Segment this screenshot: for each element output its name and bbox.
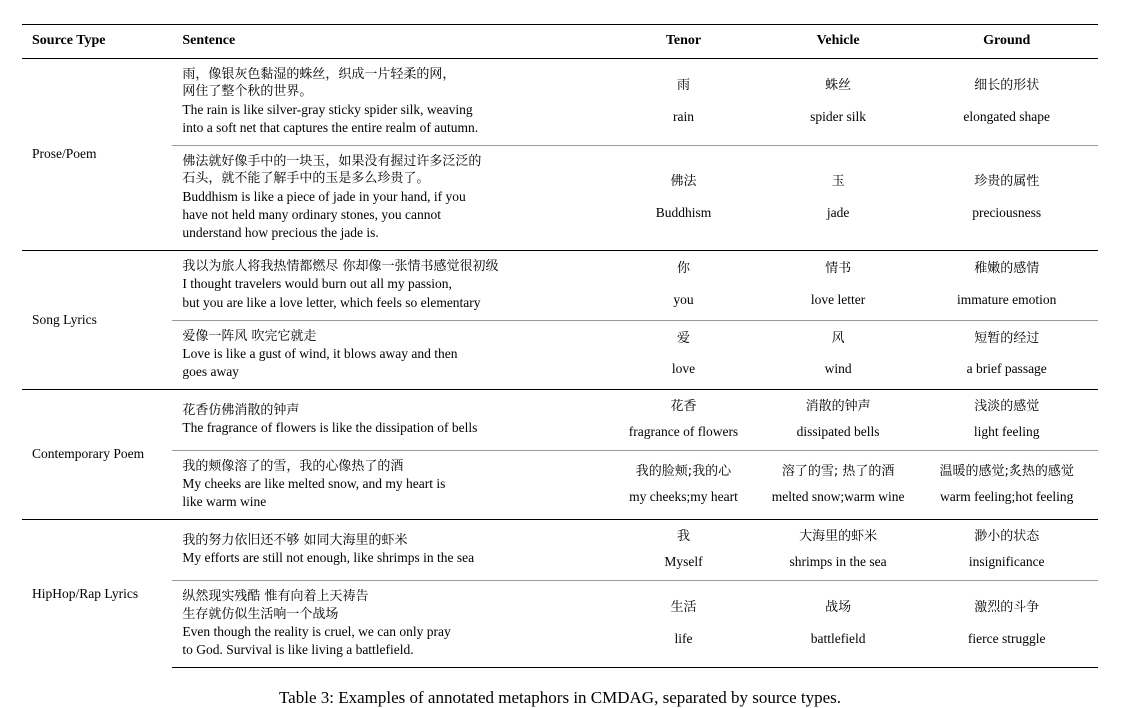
ground-zh: 渺小的状态 bbox=[974, 529, 1040, 545]
tenor-cell bbox=[606, 145, 761, 250]
table-row bbox=[22, 251, 1098, 321]
vehicle-en: spider silk bbox=[810, 108, 867, 124]
ground-zh: 短暂的经过 bbox=[974, 330, 1040, 346]
sentence-cell bbox=[172, 520, 606, 581]
tenor-zh: 你 bbox=[676, 261, 690, 277]
sentence-en: The fragrance of flowers is like the dissipation of bells bbox=[182, 420, 478, 436]
column-header-source-type: Source Type bbox=[22, 25, 172, 59]
metaphor-examples-table bbox=[22, 24, 1098, 668]
tenor-zh: 我的脸颊;我的心 bbox=[635, 464, 732, 480]
table-row bbox=[22, 390, 1098, 451]
tenor-en: Myself bbox=[664, 553, 703, 569]
tenor-cell bbox=[606, 251, 761, 321]
sentence-en: Buddhism is like a piece of jade in your hand, if you have not held many ordinary stones, you cannot understand how precious the jade is. bbox=[182, 188, 466, 240]
sentence-zh: 爱像一阵风 吹完它就走 bbox=[182, 328, 317, 344]
ground-cell bbox=[915, 251, 1098, 321]
column-header-sentence: Sentence bbox=[172, 25, 606, 59]
vehicle-cell bbox=[761, 145, 916, 250]
sentence-zh: 雨，像银灰色黏湿的蛛丝，织成一片轻柔的网， 网住了整个秋的世界。 bbox=[182, 67, 456, 100]
column-header-ground: Ground bbox=[915, 25, 1098, 59]
table-body bbox=[22, 59, 1098, 668]
vehicle-cell bbox=[761, 251, 916, 321]
vehicle-cell bbox=[761, 320, 916, 390]
tenor-en: rain bbox=[672, 108, 694, 124]
ground-en: elongated shape bbox=[963, 108, 1050, 124]
tenor-cell bbox=[606, 59, 761, 146]
sentence-cell bbox=[172, 450, 606, 520]
ground-cell bbox=[915, 450, 1098, 520]
tenor-en: Buddhism bbox=[655, 204, 712, 220]
vehicle-cell bbox=[761, 581, 916, 668]
sentence-zh: 我以为旅人将我热情都燃尽 你却像一张情书感觉很初级 bbox=[182, 259, 499, 275]
ground-cell bbox=[915, 581, 1098, 668]
tenor-en: my cheeks;my heart bbox=[629, 488, 738, 504]
column-header-vehicle: Vehicle bbox=[761, 25, 916, 59]
ground-en: immature emotion bbox=[957, 291, 1057, 307]
sentence-en: My cheeks are like melted snow, and my heart is like warm wine bbox=[182, 476, 446, 510]
vehicle-en: dissipated bells bbox=[796, 423, 880, 439]
tenor-zh: 花香 bbox=[670, 399, 697, 415]
sentence-en: Even though the reality is cruel, we can only pray to God. Survival is like living a battlefield. bbox=[182, 624, 451, 658]
ground-en: insignificance bbox=[968, 553, 1045, 569]
sentence-cell bbox=[172, 145, 606, 250]
tenor-cell bbox=[606, 450, 761, 520]
column-header-tenor: Tenor bbox=[606, 25, 761, 59]
vehicle-en: melted snow;warm wine bbox=[771, 488, 905, 504]
sentence-cell bbox=[172, 320, 606, 390]
sentence-zh: 我的颊像溶了的雪，我的心像热了的酒 bbox=[182, 458, 404, 474]
source-type-cell: Prose/Poem bbox=[32, 146, 97, 161]
sentence-zh: 纵然现实残酷 惟有向着上天祷告 生存就仿似生活响一个战场 bbox=[182, 589, 369, 622]
sentence-en: I thought travelers would burn out all my passion, but you are like a love letter, which feels so elementary bbox=[182, 276, 481, 310]
source-type-cell: Contemporary Poem bbox=[22, 390, 172, 520]
ground-cell bbox=[915, 145, 1098, 250]
ground-en: fierce struggle bbox=[967, 630, 1046, 646]
tenor-zh: 佛法 bbox=[670, 174, 697, 190]
sentence-cell bbox=[172, 251, 606, 321]
ground-zh: 稚嫩的感情 bbox=[974, 261, 1040, 277]
tenor-zh: 雨 bbox=[676, 78, 690, 94]
vehicle-cell bbox=[761, 450, 916, 520]
vehicle-en: love letter bbox=[810, 291, 866, 307]
sentence-cell bbox=[172, 581, 606, 668]
sentence-cell bbox=[172, 59, 606, 146]
ground-en: light feeling bbox=[973, 423, 1040, 439]
tenor-zh: 我 bbox=[676, 529, 690, 545]
tenor-en: you bbox=[673, 291, 694, 307]
tenor-en: fragrance of flowers bbox=[628, 423, 739, 439]
sentence-zh: 我的努力依旧还不够 如同大海里的虾米 bbox=[182, 533, 408, 549]
vehicle-en: shrimps in the sea bbox=[789, 553, 887, 569]
ground-zh: 细长的形状 bbox=[974, 78, 1040, 94]
vehicle-zh: 蛛丝 bbox=[825, 78, 852, 94]
vehicle-cell bbox=[761, 59, 916, 146]
vehicle-en: jade bbox=[826, 204, 850, 220]
vehicle-zh: 情书 bbox=[825, 261, 852, 277]
ground-en: a brief passage bbox=[966, 361, 1047, 377]
ground-zh: 浅淡的感觉 bbox=[974, 399, 1040, 415]
source-type-cell: Song Lyrics bbox=[22, 251, 172, 390]
ground-cell bbox=[915, 320, 1098, 390]
sentence-en: The rain is like silver-gray sticky spider silk, weaving into a soft net that captures the entire realm of autumn. bbox=[182, 101, 479, 135]
sentence-zh: 花香仿佛消散的钟声 bbox=[182, 402, 300, 418]
vehicle-zh: 玉 bbox=[831, 174, 845, 190]
ground-zh: 激烈的斗争 bbox=[974, 600, 1040, 616]
tenor-cell bbox=[606, 581, 761, 668]
sentence-zh: 佛法就好像手中的一块玉，如果没有握过许多泛泛的 石头，就不能了解手中的玉是多么珍贵了。 bbox=[182, 153, 482, 187]
table-row bbox=[22, 320, 1098, 390]
ground-zh: 珍贵的属性 bbox=[974, 174, 1040, 190]
tenor-zh: 生活 bbox=[670, 600, 697, 616]
ground-en: warm feeling;hot feeling bbox=[939, 488, 1074, 504]
sentence-en: Love is like a gust of wind, it blows away and then goes away bbox=[182, 345, 458, 380]
source-type-cell: HipHop/Rap Lyrics bbox=[22, 520, 172, 668]
vehicle-zh: 消散的钟声 bbox=[805, 399, 871, 415]
ground-zh: 温暖的感觉;炙热的感觉 bbox=[939, 464, 1074, 480]
tenor-en: love bbox=[671, 361, 696, 377]
tenor-cell bbox=[606, 390, 761, 451]
vehicle-cell bbox=[761, 520, 916, 581]
tenor-en: life bbox=[674, 630, 693, 646]
table-row bbox=[22, 581, 1098, 668]
vehicle-cell bbox=[761, 390, 916, 451]
vehicle-zh: 溶了的雪; 热了的酒 bbox=[781, 464, 895, 480]
sentence-en: My efforts are still not enough, like shrimps in the sea bbox=[182, 550, 475, 566]
ground-cell bbox=[915, 520, 1098, 581]
tenor-cell bbox=[606, 320, 761, 390]
table-row bbox=[22, 145, 1098, 250]
sentence-cell bbox=[172, 390, 606, 451]
table-row bbox=[22, 59, 1098, 146]
table-row bbox=[22, 450, 1098, 520]
vehicle-en: battlefield bbox=[810, 630, 866, 646]
ground-cell bbox=[915, 59, 1098, 146]
vehicle-zh: 大海里的虾米 bbox=[799, 529, 878, 545]
tenor-cell bbox=[606, 520, 761, 581]
vehicle-zh: 战场 bbox=[825, 600, 852, 616]
table-caption: Table 3: Examples of annotated metaphors in CMDAG, separated by source types. bbox=[278, 688, 842, 708]
ground-en: preciousness bbox=[972, 204, 1042, 220]
ground-cell bbox=[915, 390, 1098, 451]
table-header bbox=[22, 25, 1098, 59]
vehicle-zh: 风 bbox=[831, 330, 845, 346]
tenor-zh: 爱 bbox=[676, 330, 690, 346]
vehicle-en: wind bbox=[824, 361, 852, 377]
table-row bbox=[22, 520, 1098, 581]
